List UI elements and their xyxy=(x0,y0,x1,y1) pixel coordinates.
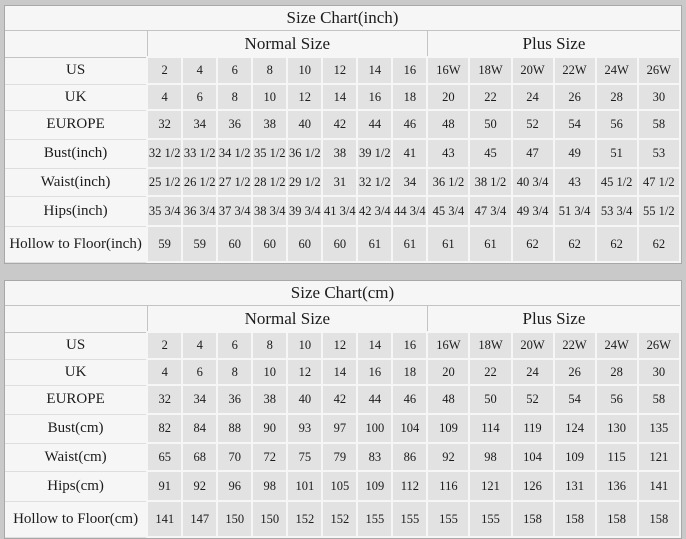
size-cell: 41 3/4 xyxy=(322,196,357,226)
size-cell: 2 xyxy=(147,332,182,359)
size-cell: 34 xyxy=(182,110,217,139)
table-row xyxy=(5,471,680,501)
size-cell: 18W xyxy=(469,332,511,359)
size-cell: 121 xyxy=(638,443,680,471)
size-cell: 14 xyxy=(357,332,392,359)
size-cell: 124 xyxy=(554,414,596,443)
size-cell: 16 xyxy=(357,84,392,110)
group-header-row xyxy=(5,306,680,333)
size-cell: 42 xyxy=(322,385,357,414)
table-row xyxy=(5,168,680,196)
size-cell: 33 1/2 xyxy=(182,139,217,168)
size-cell: 101 xyxy=(287,471,322,501)
group-header-plus-size: Plus Size xyxy=(427,306,680,333)
size-cell: 38 1/2 xyxy=(469,168,511,196)
size-cell: 39 1/2 xyxy=(357,139,392,168)
size-cell: 61 xyxy=(357,226,392,262)
size-cell: 14 xyxy=(322,84,357,110)
size-cell: 10 xyxy=(252,84,287,110)
size-cell: 119 xyxy=(512,414,554,443)
group-header-row xyxy=(5,31,680,58)
size-cell: 91 xyxy=(147,471,182,501)
size-cell: 42 xyxy=(322,110,357,139)
size-cell: 2 xyxy=(147,57,182,84)
table-row xyxy=(5,501,680,537)
table-row xyxy=(5,84,680,110)
table-row xyxy=(5,110,680,139)
size-cell: 4 xyxy=(182,332,217,359)
size-cell: 150 xyxy=(217,501,252,537)
size-cell: 31 xyxy=(322,168,357,196)
table-row xyxy=(5,139,680,168)
size-cell: 60 xyxy=(287,226,322,262)
size-cell: 147 xyxy=(182,501,217,537)
row-label: Bust(inch) xyxy=(5,139,147,168)
size-cell: 56 xyxy=(596,110,638,139)
size-cell: 58 xyxy=(638,110,680,139)
group-header-normal-size: Normal Size xyxy=(147,306,427,333)
size-cell: 90 xyxy=(252,414,287,443)
size-cell: 158 xyxy=(638,501,680,537)
size-cell: 26 xyxy=(554,359,596,385)
size-cell: 155 xyxy=(469,501,511,537)
size-cell: 34 xyxy=(182,385,217,414)
size-cell: 22W xyxy=(554,57,596,84)
size-cell: 126 xyxy=(512,471,554,501)
size-cell: 48 xyxy=(427,110,469,139)
size-cell: 18 xyxy=(392,84,427,110)
size-cell: 109 xyxy=(554,443,596,471)
size-cell: 42 3/4 xyxy=(357,196,392,226)
size-cell: 109 xyxy=(357,471,392,501)
size-cell: 32 1/2 xyxy=(357,168,392,196)
size-cell: 24 xyxy=(512,359,554,385)
size-cell: 43 xyxy=(427,139,469,168)
size-cell: 75 xyxy=(287,443,322,471)
size-cell: 38 xyxy=(252,385,287,414)
size-cell: 24W xyxy=(596,332,638,359)
size-cell: 16 xyxy=(392,57,427,84)
size-cell: 49 xyxy=(554,139,596,168)
size-cell: 26W xyxy=(638,332,680,359)
size-cell: 20W xyxy=(512,57,554,84)
size-cell: 8 xyxy=(217,359,252,385)
size-cell: 155 xyxy=(357,501,392,537)
size-cell: 61 xyxy=(392,226,427,262)
size-cell: 47 xyxy=(512,139,554,168)
row-label: US xyxy=(5,332,147,359)
size-cell: 51 3/4 xyxy=(554,196,596,226)
size-cell: 96 xyxy=(217,471,252,501)
size-cell: 93 xyxy=(287,414,322,443)
size-cell: 112 xyxy=(392,471,427,501)
size-cell: 24 xyxy=(512,84,554,110)
size-cell: 52 xyxy=(512,385,554,414)
size-cell: 44 xyxy=(357,385,392,414)
size-cell: 62 xyxy=(596,226,638,262)
size-cell: 52 xyxy=(512,110,554,139)
size-cell: 82 xyxy=(147,414,182,443)
size-cell: 104 xyxy=(512,443,554,471)
size-cell: 79 xyxy=(322,443,357,471)
size-cell: 62 xyxy=(512,226,554,262)
size-cell: 114 xyxy=(469,414,511,443)
size-cell: 14 xyxy=(322,359,357,385)
size-cell: 4 xyxy=(147,84,182,110)
size-cell: 39 3/4 xyxy=(287,196,322,226)
size-cell: 98 xyxy=(252,471,287,501)
table-title-row xyxy=(5,281,680,306)
size-cell: 141 xyxy=(147,501,182,537)
size-cell: 34 1/2 xyxy=(217,139,252,168)
size-cell: 62 xyxy=(638,226,680,262)
table-row xyxy=(5,226,680,262)
size-cell: 158 xyxy=(512,501,554,537)
size-cell: 16 xyxy=(357,359,392,385)
size-cell: 40 3/4 xyxy=(512,168,554,196)
size-cell: 135 xyxy=(638,414,680,443)
size-cell: 47 3/4 xyxy=(469,196,511,226)
size-cell: 38 3/4 xyxy=(252,196,287,226)
size-cell: 14 xyxy=(357,57,392,84)
size-cell: 155 xyxy=(392,501,427,537)
table-row xyxy=(5,57,680,84)
size-cell: 59 xyxy=(147,226,182,262)
size-cell: 16 xyxy=(392,332,427,359)
size-cell: 54 xyxy=(554,385,596,414)
size-cell: 6 xyxy=(182,84,217,110)
group-header-plus-size: Plus Size xyxy=(427,31,680,58)
size-cell: 20 xyxy=(427,84,469,110)
size-cell: 58 xyxy=(638,385,680,414)
table-title: Size Chart(cm) xyxy=(5,281,680,306)
size-cell: 32 1/2 xyxy=(147,139,182,168)
size-cell: 16W xyxy=(427,57,469,84)
size-cell: 60 xyxy=(322,226,357,262)
size-cell: 44 xyxy=(357,110,392,139)
size-cell: 131 xyxy=(554,471,596,501)
size-cell: 4 xyxy=(147,359,182,385)
size-cell: 26W xyxy=(638,57,680,84)
row-label: Hollow to Floor(cm) xyxy=(5,501,147,537)
size-cell: 37 3/4 xyxy=(217,196,252,226)
size-cell: 45 xyxy=(469,139,511,168)
size-cell: 20W xyxy=(512,332,554,359)
size-chart-inch-panel xyxy=(4,5,682,264)
size-cell: 47 1/2 xyxy=(638,168,680,196)
size-cell: 121 xyxy=(469,471,511,501)
size-cell: 84 xyxy=(182,414,217,443)
size-cell: 50 xyxy=(469,385,511,414)
size-cell: 115 xyxy=(596,443,638,471)
size-cell: 158 xyxy=(554,501,596,537)
size-cell: 55 1/2 xyxy=(638,196,680,226)
size-cell: 44 3/4 xyxy=(392,196,427,226)
size-cell: 62 xyxy=(554,226,596,262)
size-cell: 53 xyxy=(638,139,680,168)
size-cell: 40 xyxy=(287,110,322,139)
table-title-row xyxy=(5,6,680,31)
corner-cell xyxy=(5,31,147,58)
size-cell: 29 1/2 xyxy=(287,168,322,196)
size-cell: 6 xyxy=(182,359,217,385)
size-cell: 12 xyxy=(287,359,322,385)
size-cell: 30 xyxy=(638,359,680,385)
size-cell: 26 xyxy=(554,84,596,110)
size-cell: 83 xyxy=(357,443,392,471)
row-label: Hollow to Floor(inch) xyxy=(5,226,147,262)
size-chart-cm-table xyxy=(5,281,681,538)
size-cell: 54 xyxy=(554,110,596,139)
size-cell: 136 xyxy=(596,471,638,501)
size-cell: 60 xyxy=(217,226,252,262)
size-cell: 105 xyxy=(322,471,357,501)
size-cell: 4 xyxy=(182,57,217,84)
size-cell: 22 xyxy=(469,84,511,110)
size-cell: 56 xyxy=(596,385,638,414)
size-cell: 38 xyxy=(252,110,287,139)
size-cell: 16W xyxy=(427,332,469,359)
row-label: EUROPE xyxy=(5,385,147,414)
size-cell: 38 xyxy=(322,139,357,168)
size-cell: 8 xyxy=(217,84,252,110)
size-cell: 49 3/4 xyxy=(512,196,554,226)
size-cell: 51 xyxy=(596,139,638,168)
row-label: UK xyxy=(5,359,147,385)
size-cell: 41 xyxy=(392,139,427,168)
size-cell: 26 1/2 xyxy=(182,168,217,196)
size-cell: 12 xyxy=(287,84,322,110)
size-cell: 72 xyxy=(252,443,287,471)
corner-cell xyxy=(5,306,147,333)
size-cell: 65 xyxy=(147,443,182,471)
size-cell: 35 1/2 xyxy=(252,139,287,168)
size-cell: 32 xyxy=(147,110,182,139)
size-cell: 36 1/2 xyxy=(427,168,469,196)
size-cell: 68 xyxy=(182,443,217,471)
size-cell: 36 xyxy=(217,385,252,414)
size-cell: 25 1/2 xyxy=(147,168,182,196)
size-cell: 6 xyxy=(217,332,252,359)
size-cell: 28 xyxy=(596,84,638,110)
size-cell: 92 xyxy=(427,443,469,471)
size-cell: 46 xyxy=(392,385,427,414)
size-cell: 88 xyxy=(217,414,252,443)
row-label: US xyxy=(5,57,147,84)
size-cell: 59 xyxy=(182,226,217,262)
table-row xyxy=(5,196,680,226)
size-cell: 61 xyxy=(427,226,469,262)
size-cell: 8 xyxy=(252,57,287,84)
size-cell: 50 xyxy=(469,110,511,139)
size-cell: 10 xyxy=(287,57,322,84)
size-cell: 46 xyxy=(392,110,427,139)
row-label: EUROPE xyxy=(5,110,147,139)
size-cell: 109 xyxy=(427,414,469,443)
size-chart-inch-body xyxy=(5,57,680,262)
size-cell: 150 xyxy=(252,501,287,537)
table-row xyxy=(5,443,680,471)
size-chart-cm-panel xyxy=(4,280,682,539)
size-cell: 32 xyxy=(147,385,182,414)
size-cell: 141 xyxy=(638,471,680,501)
size-cell: 28 xyxy=(596,359,638,385)
size-cell: 97 xyxy=(322,414,357,443)
size-cell: 27 1/2 xyxy=(217,168,252,196)
size-cell: 12 xyxy=(322,57,357,84)
group-header-normal-size: Normal Size xyxy=(147,31,427,58)
table-row xyxy=(5,385,680,414)
size-cell: 8 xyxy=(252,332,287,359)
row-label: UK xyxy=(5,84,147,110)
size-cell: 22W xyxy=(554,332,596,359)
size-cell: 104 xyxy=(392,414,427,443)
table-row xyxy=(5,414,680,443)
size-cell: 48 xyxy=(427,385,469,414)
table-row xyxy=(5,332,680,359)
size-cell: 6 xyxy=(217,57,252,84)
size-cell: 18 xyxy=(392,359,427,385)
size-cell: 152 xyxy=(287,501,322,537)
size-cell: 35 3/4 xyxy=(147,196,182,226)
size-cell: 158 xyxy=(596,501,638,537)
size-cell: 100 xyxy=(357,414,392,443)
size-chart-cm-body xyxy=(5,332,680,537)
size-cell: 155 xyxy=(427,501,469,537)
row-label: Hips(inch) xyxy=(5,196,147,226)
size-cell: 18W xyxy=(469,57,511,84)
size-cell: 98 xyxy=(469,443,511,471)
row-label: Hips(cm) xyxy=(5,471,147,501)
size-cell: 130 xyxy=(596,414,638,443)
size-cell: 12 xyxy=(322,332,357,359)
table-title: Size Chart(inch) xyxy=(5,6,680,31)
size-cell: 45 3/4 xyxy=(427,196,469,226)
row-label: Bust(cm) xyxy=(5,414,147,443)
size-cell: 28 1/2 xyxy=(252,168,287,196)
size-cell: 43 xyxy=(554,168,596,196)
size-cell: 10 xyxy=(287,332,322,359)
size-cell: 92 xyxy=(182,471,217,501)
size-cell: 53 3/4 xyxy=(596,196,638,226)
table-row xyxy=(5,359,680,385)
size-cell: 61 xyxy=(469,226,511,262)
size-cell: 24W xyxy=(596,57,638,84)
size-cell: 45 1/2 xyxy=(596,168,638,196)
size-cell: 40 xyxy=(287,385,322,414)
size-cell: 86 xyxy=(392,443,427,471)
size-cell: 152 xyxy=(322,501,357,537)
size-cell: 10 xyxy=(252,359,287,385)
size-cell: 22 xyxy=(469,359,511,385)
size-cell: 30 xyxy=(638,84,680,110)
size-cell: 70 xyxy=(217,443,252,471)
size-cell: 116 xyxy=(427,471,469,501)
size-cell: 36 1/2 xyxy=(287,139,322,168)
row-label: Waist(cm) xyxy=(5,443,147,471)
size-chart-inch-table xyxy=(5,6,681,263)
size-cell: 36 xyxy=(217,110,252,139)
size-cell: 36 3/4 xyxy=(182,196,217,226)
row-label: Waist(inch) xyxy=(5,168,147,196)
size-cell: 20 xyxy=(427,359,469,385)
size-cell: 34 xyxy=(392,168,427,196)
size-cell: 60 xyxy=(252,226,287,262)
